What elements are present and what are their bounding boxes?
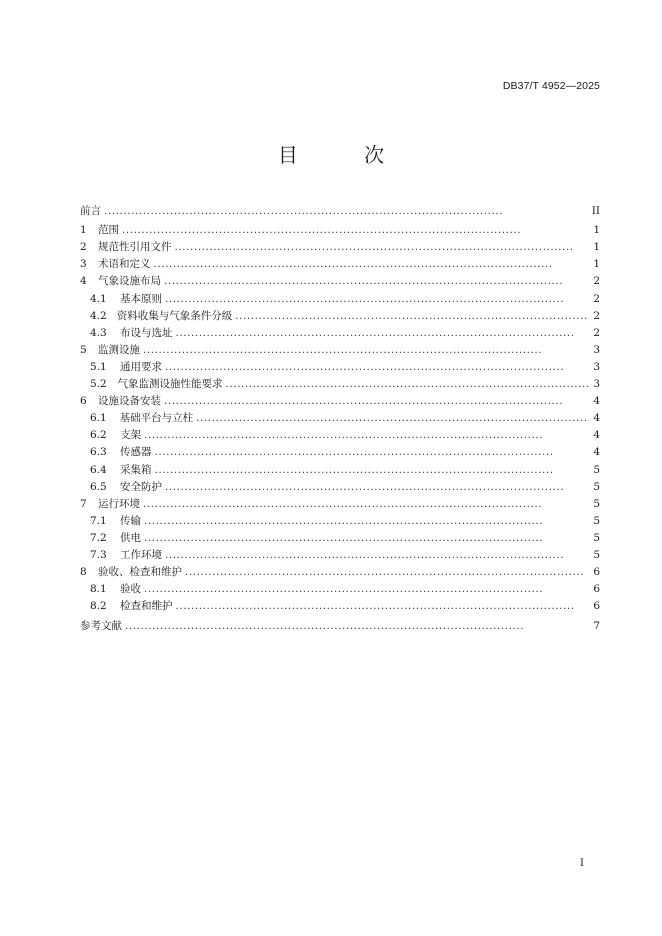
toc-dot-leader — [165, 547, 589, 564]
toc-dot-leader — [165, 291, 589, 308]
toc-entry-title: 安全防护 — [120, 480, 162, 493]
toc-dot-leader — [143, 342, 589, 359]
toc-entry[interactable] — [80, 564, 600, 581]
toc-entry-number: 4 — [80, 275, 87, 288]
toc-dot-leader — [144, 427, 589, 444]
toc-dot-leader — [143, 496, 589, 513]
toc-entry[interactable] — [80, 530, 600, 547]
toc-entry[interactable] — [80, 273, 600, 290]
toc-entry[interactable] — [80, 615, 600, 637]
toc-entry[interactable] — [80, 444, 600, 461]
toc-entry[interactable] — [80, 479, 600, 496]
toc-entry-page: 1 — [593, 224, 600, 237]
toc-entry-number: 5 — [80, 343, 87, 356]
toc-entry-page: 7 — [593, 620, 600, 633]
toc-entry[interactable] — [80, 308, 600, 325]
toc-entry[interactable] — [80, 496, 600, 513]
toc-entry-page: 3 — [593, 343, 600, 356]
toc-entry-title: 基础平台与立柱 — [119, 412, 194, 425]
toc-entry-title: 设施设备安装 — [98, 395, 161, 408]
toc-entry-title: 气象设施布局 — [98, 275, 161, 288]
toc-entry[interactable] — [80, 598, 600, 615]
toc-entry-title: 传感器 — [120, 446, 152, 459]
toc-entry-number: 7 — [80, 497, 87, 510]
toc-entry-number: 8.2 — [90, 600, 107, 613]
toc-entry-title: 检查和维护 — [120, 600, 173, 613]
toc-entry-number: 8 — [80, 566, 87, 579]
toc-dot-leader — [104, 200, 589, 222]
toc-entry-page: 6 — [593, 600, 600, 613]
toc-entry[interactable] — [80, 427, 600, 444]
toc-entry-number: 6.4 — [90, 463, 107, 476]
toc-dot-leader — [144, 513, 589, 530]
toc-entry[interactable] — [80, 291, 600, 308]
toc-entry-title: 工作环境 — [120, 548, 162, 561]
toc-dot-leader — [196, 410, 589, 427]
toc-entry[interactable] — [80, 462, 600, 479]
toc-entry[interactable] — [80, 393, 600, 410]
toc-entry[interactable] — [80, 239, 600, 256]
toc-entry-title: 资料收集与气象条件分级 — [116, 309, 233, 322]
toc-entry[interactable] — [80, 342, 600, 359]
toc-entry-title: 运行环境 — [98, 497, 140, 510]
toc-dot-leader — [122, 222, 589, 239]
toc-entry-number: 4.3 — [90, 326, 107, 339]
toc-entry-page: 2 — [593, 275, 600, 288]
toc-entry-number: 6.3 — [90, 446, 107, 459]
toc-entry-title: 范围 — [98, 224, 119, 237]
toc-entry-number: 7.1 — [90, 514, 107, 527]
toc-entry-page: 3 — [593, 378, 600, 391]
toc-entry-title: 气象监测设施性能要求 — [117, 378, 223, 391]
page-number: I — [580, 858, 584, 869]
toc-entry[interactable] — [80, 200, 600, 222]
toc-entry-number: 4.1 — [90, 292, 107, 305]
toc-entry-page: 4 — [593, 429, 600, 442]
toc-entry-page: 5 — [593, 480, 600, 493]
toc-dot-leader — [164, 393, 589, 410]
toc-entry-page: 2 — [593, 292, 600, 305]
toc-dot-leader — [155, 462, 590, 479]
toc-entry[interactable] — [80, 547, 600, 564]
toc-entry-number: 6 — [80, 395, 87, 408]
toc-entry[interactable] — [80, 359, 600, 376]
toc-entry-number: 2 — [80, 241, 87, 254]
toc-entry[interactable] — [80, 513, 600, 530]
toc-entry[interactable] — [80, 256, 600, 273]
toc-entry-page: 2 — [593, 326, 600, 339]
toc-entry-title: 前言 — [80, 205, 101, 217]
toc-entry[interactable] — [80, 325, 600, 342]
toc-entry-page: 6 — [593, 566, 600, 579]
toc-dot-leader — [176, 325, 590, 342]
toc-entry-page: II — [591, 205, 600, 217]
toc-entry-title: 布设与选址 — [120, 326, 173, 339]
toc-entry-number: 7.3 — [90, 548, 107, 561]
toc-dot-leader — [154, 256, 590, 273]
toc-dot-leader — [125, 615, 589, 637]
toc-entry-page: 1 — [593, 241, 600, 254]
toc-entry-number: 8.1 — [90, 583, 107, 596]
toc-dot-leader — [144, 530, 589, 547]
toc-dot-leader — [175, 239, 590, 256]
toc-entry[interactable] — [80, 410, 600, 427]
toc-entry[interactable] — [80, 581, 600, 598]
toc-entry-title: 基本原则 — [120, 292, 162, 305]
toc-entry-title: 术语和定义 — [98, 258, 151, 271]
toc-entry-number: 5.2 — [90, 378, 107, 391]
toc-entry-page: 3 — [593, 360, 600, 373]
toc-entry-page: 2 — [593, 309, 600, 322]
toc-dot-leader — [155, 444, 590, 461]
toc-entry-title: 采集箱 — [120, 463, 152, 476]
toc-entry-page: 5 — [593, 497, 600, 510]
toc-entry-page: 4 — [593, 412, 600, 425]
toc-entry-title: 验收、检查和维护 — [98, 566, 182, 579]
toc-dot-leader — [176, 598, 590, 615]
toc-title: 目 次 — [277, 143, 415, 167]
toc-entry-page: 6 — [593, 583, 600, 596]
toc-entry-number: 3 — [80, 258, 87, 271]
document-code: DB37/T 4952—2025 — [502, 80, 600, 92]
toc-entry-title: 支架 — [120, 429, 141, 442]
toc-dot-leader — [185, 564, 589, 581]
toc-entry-title: 验收 — [120, 583, 141, 596]
table-of-contents — [80, 200, 600, 638]
toc-entry-title: 传输 — [120, 514, 141, 527]
toc-entry-title: 参考文献 — [80, 620, 122, 633]
toc-entry-number: 7.2 — [90, 531, 107, 544]
toc-entry-page: 5 — [593, 548, 600, 561]
toc-entry-title: 规范性引用文件 — [98, 241, 172, 254]
toc-entry-number: 6.5 — [90, 480, 107, 493]
toc-entry[interactable] — [80, 376, 600, 393]
toc-dot-leader — [165, 479, 589, 496]
toc-dot-leader — [144, 581, 589, 598]
toc-entry-number: 6.2 — [90, 429, 107, 442]
toc-entry-page: 5 — [593, 531, 600, 544]
toc-entry-page: 4 — [593, 395, 600, 408]
toc-entry-number: 1 — [80, 224, 87, 237]
toc-entry[interactable] — [80, 222, 600, 239]
toc-dot-leader — [165, 359, 589, 376]
toc-entry-title: 通用要求 — [120, 360, 162, 373]
toc-entry-number: 6.1 — [90, 412, 107, 425]
toc-entry-page: 5 — [593, 514, 600, 527]
toc-dot-leader — [225, 376, 589, 393]
toc-entry-title: 供电 — [120, 531, 141, 544]
toc-dot-leader — [164, 273, 589, 290]
toc-entry-number: 4.2 — [90, 309, 107, 322]
toc-entry-page: 1 — [593, 258, 600, 271]
toc-entry-page: 5 — [593, 463, 600, 476]
toc-entry-title: 监测设施 — [98, 343, 140, 356]
toc-entry-page: 4 — [593, 446, 600, 459]
toc-entry-number: 5.1 — [90, 360, 107, 373]
toc-dot-leader — [235, 308, 589, 325]
